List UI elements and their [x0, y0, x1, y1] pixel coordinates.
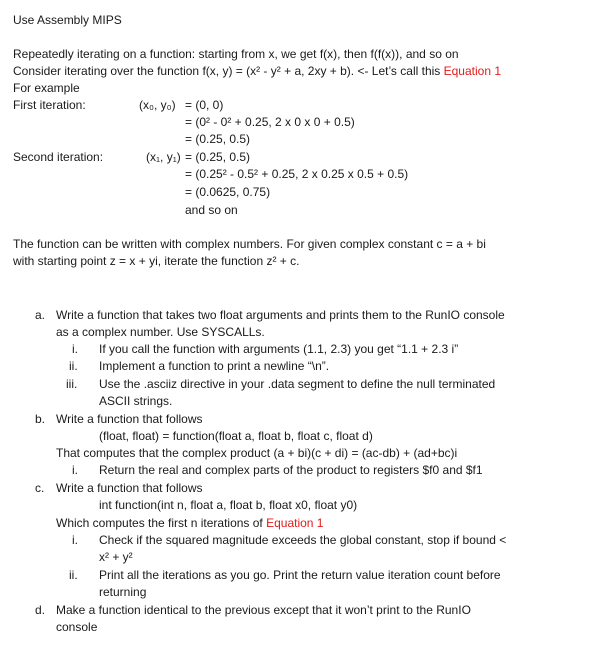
first-iteration-step-2: = (0² - 0² + 0.25, 2 x 0 x 0 + 0.5)	[185, 115, 355, 129]
task-c-sub-ii-text-2: returning	[99, 585, 147, 599]
task-a-sub-i-text: If you call the function with arguments (1.1, 2.3) you get “1.1 + 2.3 i”	[99, 342, 459, 356]
task-b-sub-i-marker: i.	[72, 463, 78, 477]
task-c-sub-ii-marker: ii.	[69, 568, 78, 582]
task-c-sub-i-marker: i.	[72, 533, 78, 547]
complex-line-1: The function can be written with complex numbers. For given complex constant c = a + bi	[13, 237, 486, 251]
task-a-line-2: as a complex number. Use SYSCALLs.	[56, 325, 265, 339]
second-iteration-step-2: = (0.25² - 0.5² + 0.25, 2 x 0.25 x 0.5 + 0.5)	[185, 167, 409, 181]
task-a-line-1: Write a function that takes two float arguments and prints them to the RunIO console	[56, 308, 505, 322]
task-c-equation-1-label: Equation 1	[266, 516, 324, 530]
task-b-sub-i-text: Return the real and complex parts of the product to registers $f0 and $f1	[99, 463, 483, 477]
task-c-signature: int function(int n, float a, float b, float x0, float y0)	[99, 498, 358, 512]
intro-line-1: Repeatedly iterating on a function: starting from x, we get f(x), then f(f(x)), and so on	[13, 47, 459, 61]
task-d-line-2: console	[56, 620, 98, 634]
task-a-sub-iii-text-2: ASCII strings.	[99, 394, 173, 408]
first-iteration-step-3: = (0.25, 0.5)	[185, 132, 251, 146]
second-iteration-step-3: = (0.0625, 0.75)	[185, 185, 271, 199]
complex-line-2: with starting point z = x + yi, iterate the function z² + c.	[13, 254, 300, 268]
task-c-line-3	[56, 515, 323, 531]
task-a-sub-iii-marker: iii.	[66, 377, 78, 391]
first-iteration-step-1: = (0, 0)	[185, 98, 224, 112]
task-b-marker: b.	[35, 412, 46, 426]
intro-line-3: For example	[13, 81, 80, 95]
task-a-marker: a.	[35, 308, 46, 322]
task-a-sub-i-marker: i.	[72, 342, 78, 356]
task-a-sub-ii-text: Implement a function to print a newline “\n”.	[99, 359, 330, 373]
and-so-on: and so on	[185, 203, 238, 217]
intro-line-2-text: Consider iterating over the function f(x, y) = (x² - y² + a, 2xy + b). <- Let’s call this	[13, 64, 444, 78]
second-iteration-var: (x₁, y₁)	[146, 150, 181, 164]
second-iteration-step-1: = (0.25, 0.5)	[185, 150, 251, 164]
task-b-line-3: That computes that the complex product (a + bi)(c + di) = (ac-db) + (ad+bc)i	[56, 446, 458, 460]
task-d-line-1: Make a function identical to the previous except that it won’t print to the RunIO	[56, 603, 471, 617]
intro-line-2	[13, 63, 501, 79]
first-iteration-label: First iteration:	[13, 98, 86, 112]
task-c-sub-i-text-2: x² + y²	[99, 550, 133, 564]
task-a-sub-iii-text-1: Use the .asciiz directive in your .data segment to define the null terminated	[99, 377, 496, 391]
task-a-sub-ii-marker: ii.	[69, 359, 78, 373]
task-c-line-1: Write a function that follows	[56, 481, 203, 495]
task-c-marker: c.	[35, 481, 45, 495]
task-c-sub-ii-text-1: Print all the iterations as you go. Print the return value iteration count before	[99, 568, 501, 582]
document-title: Use Assembly MIPS	[13, 13, 122, 27]
equation-1-label: Equation 1	[443, 64, 502, 78]
task-b-signature: (float, float) = function(float a, float b, float c, float d)	[99, 429, 373, 443]
task-d-marker: d.	[35, 603, 46, 617]
task-c-sub-i-text-1: Check if the squared magnitude exceeds the global constant, stop if bound <	[99, 533, 507, 547]
second-iteration-label: Second iteration:	[13, 150, 104, 164]
task-b-line-1: Write a function that follows	[56, 412, 203, 426]
task-c-line-3-text: Which computes the first n iterations of	[56, 516, 267, 530]
first-iteration-var: (x₀, y₀)	[139, 98, 176, 112]
